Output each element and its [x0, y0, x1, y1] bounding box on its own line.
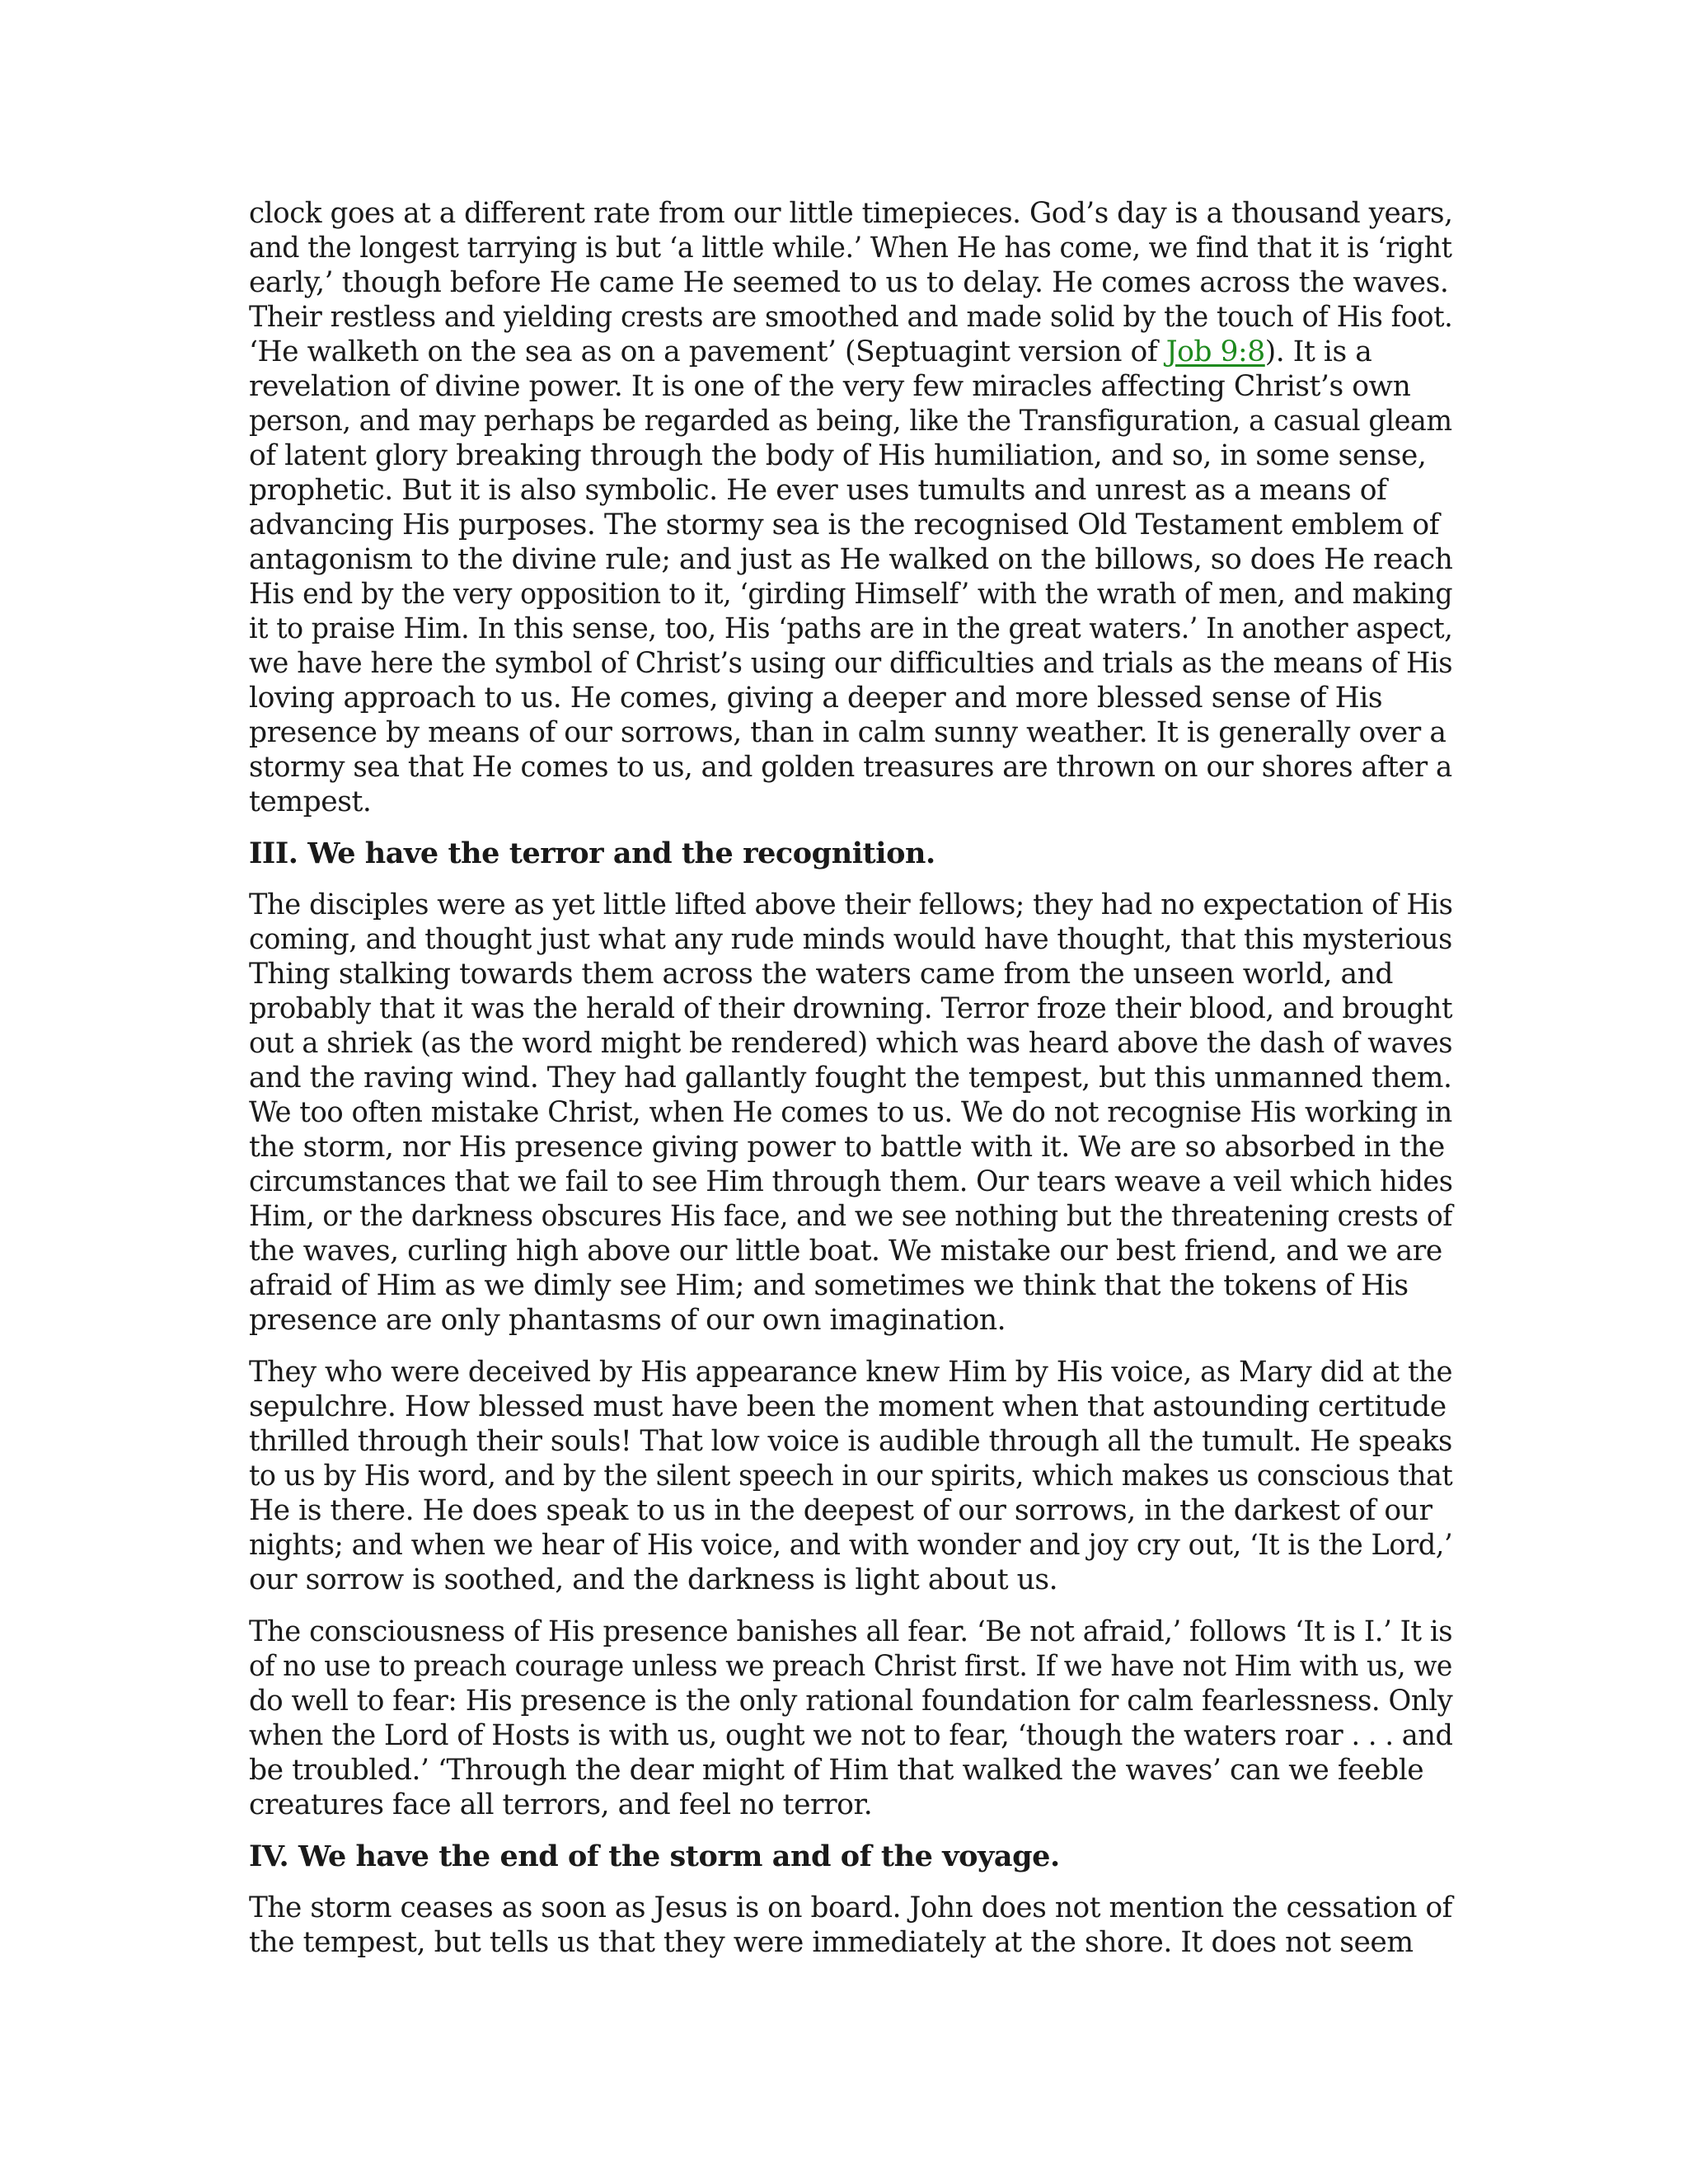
text-line: presence by means of our sorrows, than in calm sunny weather. It is generally over a — [249, 716, 1447, 749]
text-line: prophetic. But it is also symbolic. He ever uses tumults and unrest as a means of — [249, 474, 1387, 507]
text-line: Him, or the darkness obscures His face, and we see nothing but the threatening crests of — [249, 1200, 1453, 1233]
text-line: antagonism to the divine rule; and just as He walked on the billows, so does He reach — [249, 543, 1453, 576]
section-heading-end-of-storm: IV. We have the end of the storm and of the voyage. — [249, 1840, 1060, 1873]
paragraph-storm-ceases — [249, 1891, 1452, 1960]
text-line: They who were deceived by His appearance knew Him by His voice, as Mary did at the — [249, 1356, 1453, 1389]
text-segment: ). It is a — [1264, 335, 1372, 368]
text-line: probably that it was the herald of their drowning. Terror froze their blood, and brought — [249, 992, 1453, 1025]
text-line: to us by His word, and by the silent speech in our spirits, which makes us conscious that — [249, 1460, 1453, 1493]
text-line: the storm, nor His presence giving power to battle with it. We are so absorbed in the — [249, 1131, 1445, 1164]
document-page — [249, 196, 1452, 1977]
text-line: circumstances that we fail to see Him through them. Our tears weave a veil which hides — [249, 1165, 1453, 1198]
text-line: Thing stalking towards them across the waters came from the unseen world, and — [249, 958, 1394, 991]
text-line: do well to fear: His presence is the only rational foundation for calm fearlessness. Only — [249, 1685, 1453, 1718]
text-line: of no use to preach courage unless we preach Christ first. If we have not Him with us, we — [249, 1650, 1452, 1683]
text-line: and the raving wind. They had gallantly fought the tempest, but this unmanned them. — [249, 1062, 1452, 1094]
text-line: His end by the very opposition to it, ‘girding Himself’ with the wrath of men, and making — [249, 578, 1453, 611]
paragraph-walking-on-waves — [249, 196, 1452, 819]
text-line: the tempest, but tells us that they were immediately at the shore. It does not seem — [249, 1926, 1414, 1959]
text-line: revelation of divine power. It is one of the very few miracles affecting Christ’s own — [249, 370, 1411, 403]
text-line: afraid of Him as we dimly see Him; and sometimes we think that the tokens of His — [249, 1269, 1409, 1302]
text-line: sepulchre. How blessed must have been the moment when that astounding certitude — [249, 1390, 1447, 1423]
text-line: and the longest tarrying is but ‘a little while.’ When He has come, we find that it is ‘right — [249, 232, 1452, 265]
paragraph-his-voice — [249, 1355, 1452, 1597]
text-line: We too often mistake Christ, when He comes to us. We do not recognise His working in — [249, 1096, 1452, 1129]
text-line: we have here the symbol of Christ’s using our difficulties and trials as the means of His — [249, 647, 1453, 680]
text-line: loving approach to us. He comes, giving a deeper and more blessed sense of His — [249, 682, 1383, 715]
text-line: be troubled.’ ‘Through the dear might of Him that walked the waves’ can we feeble — [249, 1754, 1424, 1787]
text-line: it to praise Him. In this sense, too, His ‘paths are in the great waters.’ In another aspect, — [249, 612, 1453, 645]
text-segment: ‘He walketh on the sea as on a pavement’ (Septuagint version of — [249, 335, 1166, 368]
text-line: The disciples were as yet little lifted above their fellows; they had no expectation of His — [249, 888, 1453, 921]
text-line: The storm ceases as soon as Jesus is on board. John does not mention the cessation of — [249, 1891, 1452, 1924]
text-line: The consciousness of His presence banishes all fear. ‘Be not afraid,’ follows ‘It is I.’ It is — [249, 1615, 1453, 1648]
text-line: the waves, curling high above our little boat. We mistake our best friend, and we are — [249, 1235, 1442, 1268]
text-line: presence are only phantasms of our own imagination. — [249, 1304, 1006, 1337]
paragraph-disciples-terror — [249, 888, 1452, 1338]
paragraph-banishes-fear — [249, 1615, 1452, 1822]
text-line: person, and may perhaps be regarded as being, like the Transfiguration, a casual gleam — [249, 405, 1452, 438]
text-line: nights; and when we hear of His voice, and with wonder and joy cry out, ‘It is the Lord,’ — [249, 1529, 1453, 1562]
text-line: out a shriek (as the word might be rendered) which was heard above the dash of waves — [249, 1027, 1453, 1060]
text-line: stormy sea that He comes to us, and golden treasures are thrown on our shores after a — [249, 751, 1452, 784]
text-line: when the Lord of Hosts is with us, ought we not to fear, ‘though the waters roar . . . and — [249, 1719, 1453, 1752]
text-line: advancing His purposes. The stormy sea is the recognised Old Testament emblem of — [249, 509, 1440, 541]
text-line: Their restless and yielding crests are smoothed and made solid by the touch of His foot. — [249, 301, 1453, 334]
text-line: of latent glory breaking through the body of His humiliation, and so, in some sense, — [249, 439, 1427, 472]
text-line: thrilled through their souls! That low voice is audible through all the tumult. He speaks — [249, 1425, 1452, 1458]
text-line-with-link — [249, 335, 1452, 369]
text-line: tempest. — [249, 785, 372, 818]
text-line: clock goes at a different rate from our little timepieces. God’s day is a thousand years, — [249, 197, 1453, 230]
text-line: early,’ though before He came He seemed to us to delay. He comes across the waves. — [249, 266, 1449, 299]
text-line: our sorrow is soothed, and the darkness is light about us. — [249, 1563, 1058, 1596]
text-line: He is there. He does speak to us in the deepest of our sorrows, in the darkest of our — [249, 1494, 1432, 1527]
section-heading-terror-recognition: III. We have the terror and the recognition. — [249, 837, 935, 870]
text-line: creatures face all terrors, and feel no terror. — [249, 1788, 873, 1821]
scripture-link-job-9-8[interactable]: Job 9:8 — [1165, 335, 1265, 368]
text-line: coming, and thought just what any rude minds would have thought, that this mysterious — [249, 923, 1452, 956]
